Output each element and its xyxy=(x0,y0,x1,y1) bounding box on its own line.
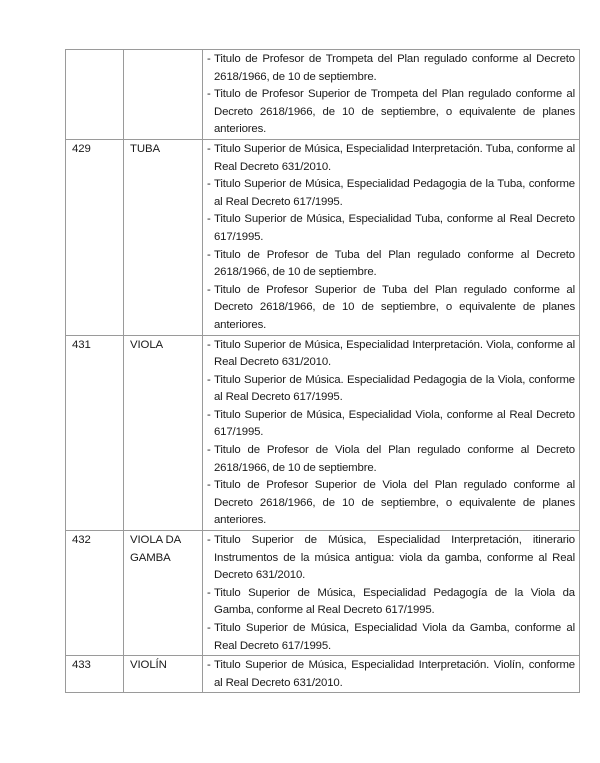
qualification-text: Titulo Superior de Música, Especialidad Tuba, conforme al Real Decreto 617/1995. xyxy=(214,213,575,243)
dash-bullet-icon: - xyxy=(207,283,211,296)
specialty-code-cell: 429 xyxy=(66,139,124,335)
qualification-text: Titulo Superior de Música, Especialidad Interpretación. Viola, conforme al Real Decreto 631/2010. xyxy=(214,338,575,369)
qualification-item xyxy=(207,86,575,139)
dash-bullet-icon: - xyxy=(207,408,211,421)
qualification-text: Titulo Superior de Música, Especialidad Viola da Gamba, conforme al Real Decreto 617/1995. xyxy=(214,622,575,652)
table-row xyxy=(66,656,580,693)
qualification-item xyxy=(207,51,575,86)
dash-bullet-icon: - xyxy=(207,213,211,226)
specialty-code-cell: 431 xyxy=(66,335,124,531)
qualification-item xyxy=(207,657,575,692)
dash-bullet-icon: - xyxy=(207,534,211,547)
qualifications-cell xyxy=(203,50,580,140)
dash-bullet-icon: - xyxy=(207,622,211,634)
qualifications-table xyxy=(65,49,580,693)
qualification-text: Titulo de Profesor de Viola del Plan regulado conforme al Decreto 2618/1966, de 10 de septiembre. xyxy=(214,444,575,474)
qualification-text: Titulo Superior de Música, Especialidad Pedagogia de la Tuba, conforme al Real Decreto 617/1995. xyxy=(214,178,575,208)
table-row xyxy=(66,50,580,140)
specialty-code-cell xyxy=(66,50,124,140)
dash-bullet-icon: - xyxy=(207,659,211,672)
table-body xyxy=(66,50,580,693)
dash-bullet-icon: - xyxy=(207,373,211,386)
qualification-text: Titulo Superior de Música, Especialidad Interpretación. Tuba, conforme al Real Decreto 631/2010. xyxy=(214,142,575,173)
specialty-name-cell xyxy=(124,50,203,140)
dash-bullet-icon: - xyxy=(207,53,211,65)
dash-bullet-icon: - xyxy=(207,479,211,492)
qualification-item xyxy=(207,337,575,372)
dash-bullet-icon: - xyxy=(207,444,211,457)
specialty-code-cell: 432 xyxy=(66,531,124,656)
qualification-item xyxy=(207,176,575,211)
qualification-item xyxy=(207,585,575,620)
table-row xyxy=(66,335,580,531)
qualification-item xyxy=(207,620,575,655)
qualification-item xyxy=(207,477,575,530)
specialty-name-cell: VIOLA xyxy=(124,335,203,531)
qualification-text: Titulo Superior de Música, Especialidad Interpretación, itinerario Instrumentos de la música antigua: viola da gamba, conforme al Real Decreto 631/2010. xyxy=(214,534,575,582)
qualification-item xyxy=(207,282,575,335)
qualification-item xyxy=(207,372,575,407)
specialty-name-cell: VIOLÍN xyxy=(124,656,203,693)
qualification-text: Titulo Superior de Música, Especialidad Pedagogía de la Viola da Gamba, conforme al Real Decreto 617/1995. xyxy=(214,586,575,617)
qualification-item xyxy=(207,211,575,246)
dash-bullet-icon: - xyxy=(207,178,211,191)
table-row xyxy=(66,531,580,656)
specialty-code-cell: 433 xyxy=(66,656,124,693)
qualification-text: Titulo de Profesor Superior de Viola del Plan regulado conforme al Decreto 2618/1966, de 10 de septiembre, o equivalente de planes anteriores. xyxy=(214,479,575,527)
table-row xyxy=(66,139,580,335)
qualification-item xyxy=(207,442,575,477)
qualification-text: Titulo Superior de Música. Especialidad Pedagogia de la Viola, conforme al Real Decreto 617/1995. xyxy=(214,373,575,404)
specialty-name-cell: VIOLA DA GAMBA xyxy=(124,531,203,656)
qualification-item xyxy=(207,141,575,176)
qualification-item xyxy=(207,407,575,442)
qualification-text: Titulo Superior de Música, Especialidad Viola, conforme al Real Decreto 617/1995. xyxy=(214,408,575,439)
qualification-text: Titulo de Profesor Superior de Trompeta del Plan regulado conforme al Decreto 2618/1966, de 10 de septiembre, o equivalente de planes anteriores. xyxy=(214,88,575,136)
dash-bullet-icon: - xyxy=(207,248,211,261)
qualifications-cell xyxy=(203,656,580,693)
dash-bullet-icon: - xyxy=(207,142,211,155)
qualification-text: Titulo de Profesor de Tuba del Plan regulado conforme al Decreto 2618/1966, de 10 de septiembre. xyxy=(214,248,575,279)
dash-bullet-icon: - xyxy=(207,338,211,351)
qualifications-cell xyxy=(203,531,580,656)
qualification-text: Titulo Superior de Música, Especialidad Interpretación. Violín, conforme al Real Decreto 631/2010. xyxy=(214,659,575,689)
qualification-text: Titulo de Profesor Superior de Tuba del Plan regulado conforme al Decreto 2618/1966, de 10 de septiembre, o equivalente de planes anteriores. xyxy=(214,283,575,331)
qualification-text: Titulo de Profesor de Trompeta del Plan regulado conforme al Decreto 2618/1966, de 10 de septiembre. xyxy=(214,53,575,83)
qualifications-cell xyxy=(203,335,580,531)
dash-bullet-icon: - xyxy=(207,586,211,599)
dash-bullet-icon: - xyxy=(207,88,211,101)
qualification-item xyxy=(207,247,575,282)
qualifications-cell xyxy=(203,139,580,335)
specialty-name-cell: TUBA xyxy=(124,139,203,335)
qualification-item xyxy=(207,532,575,585)
